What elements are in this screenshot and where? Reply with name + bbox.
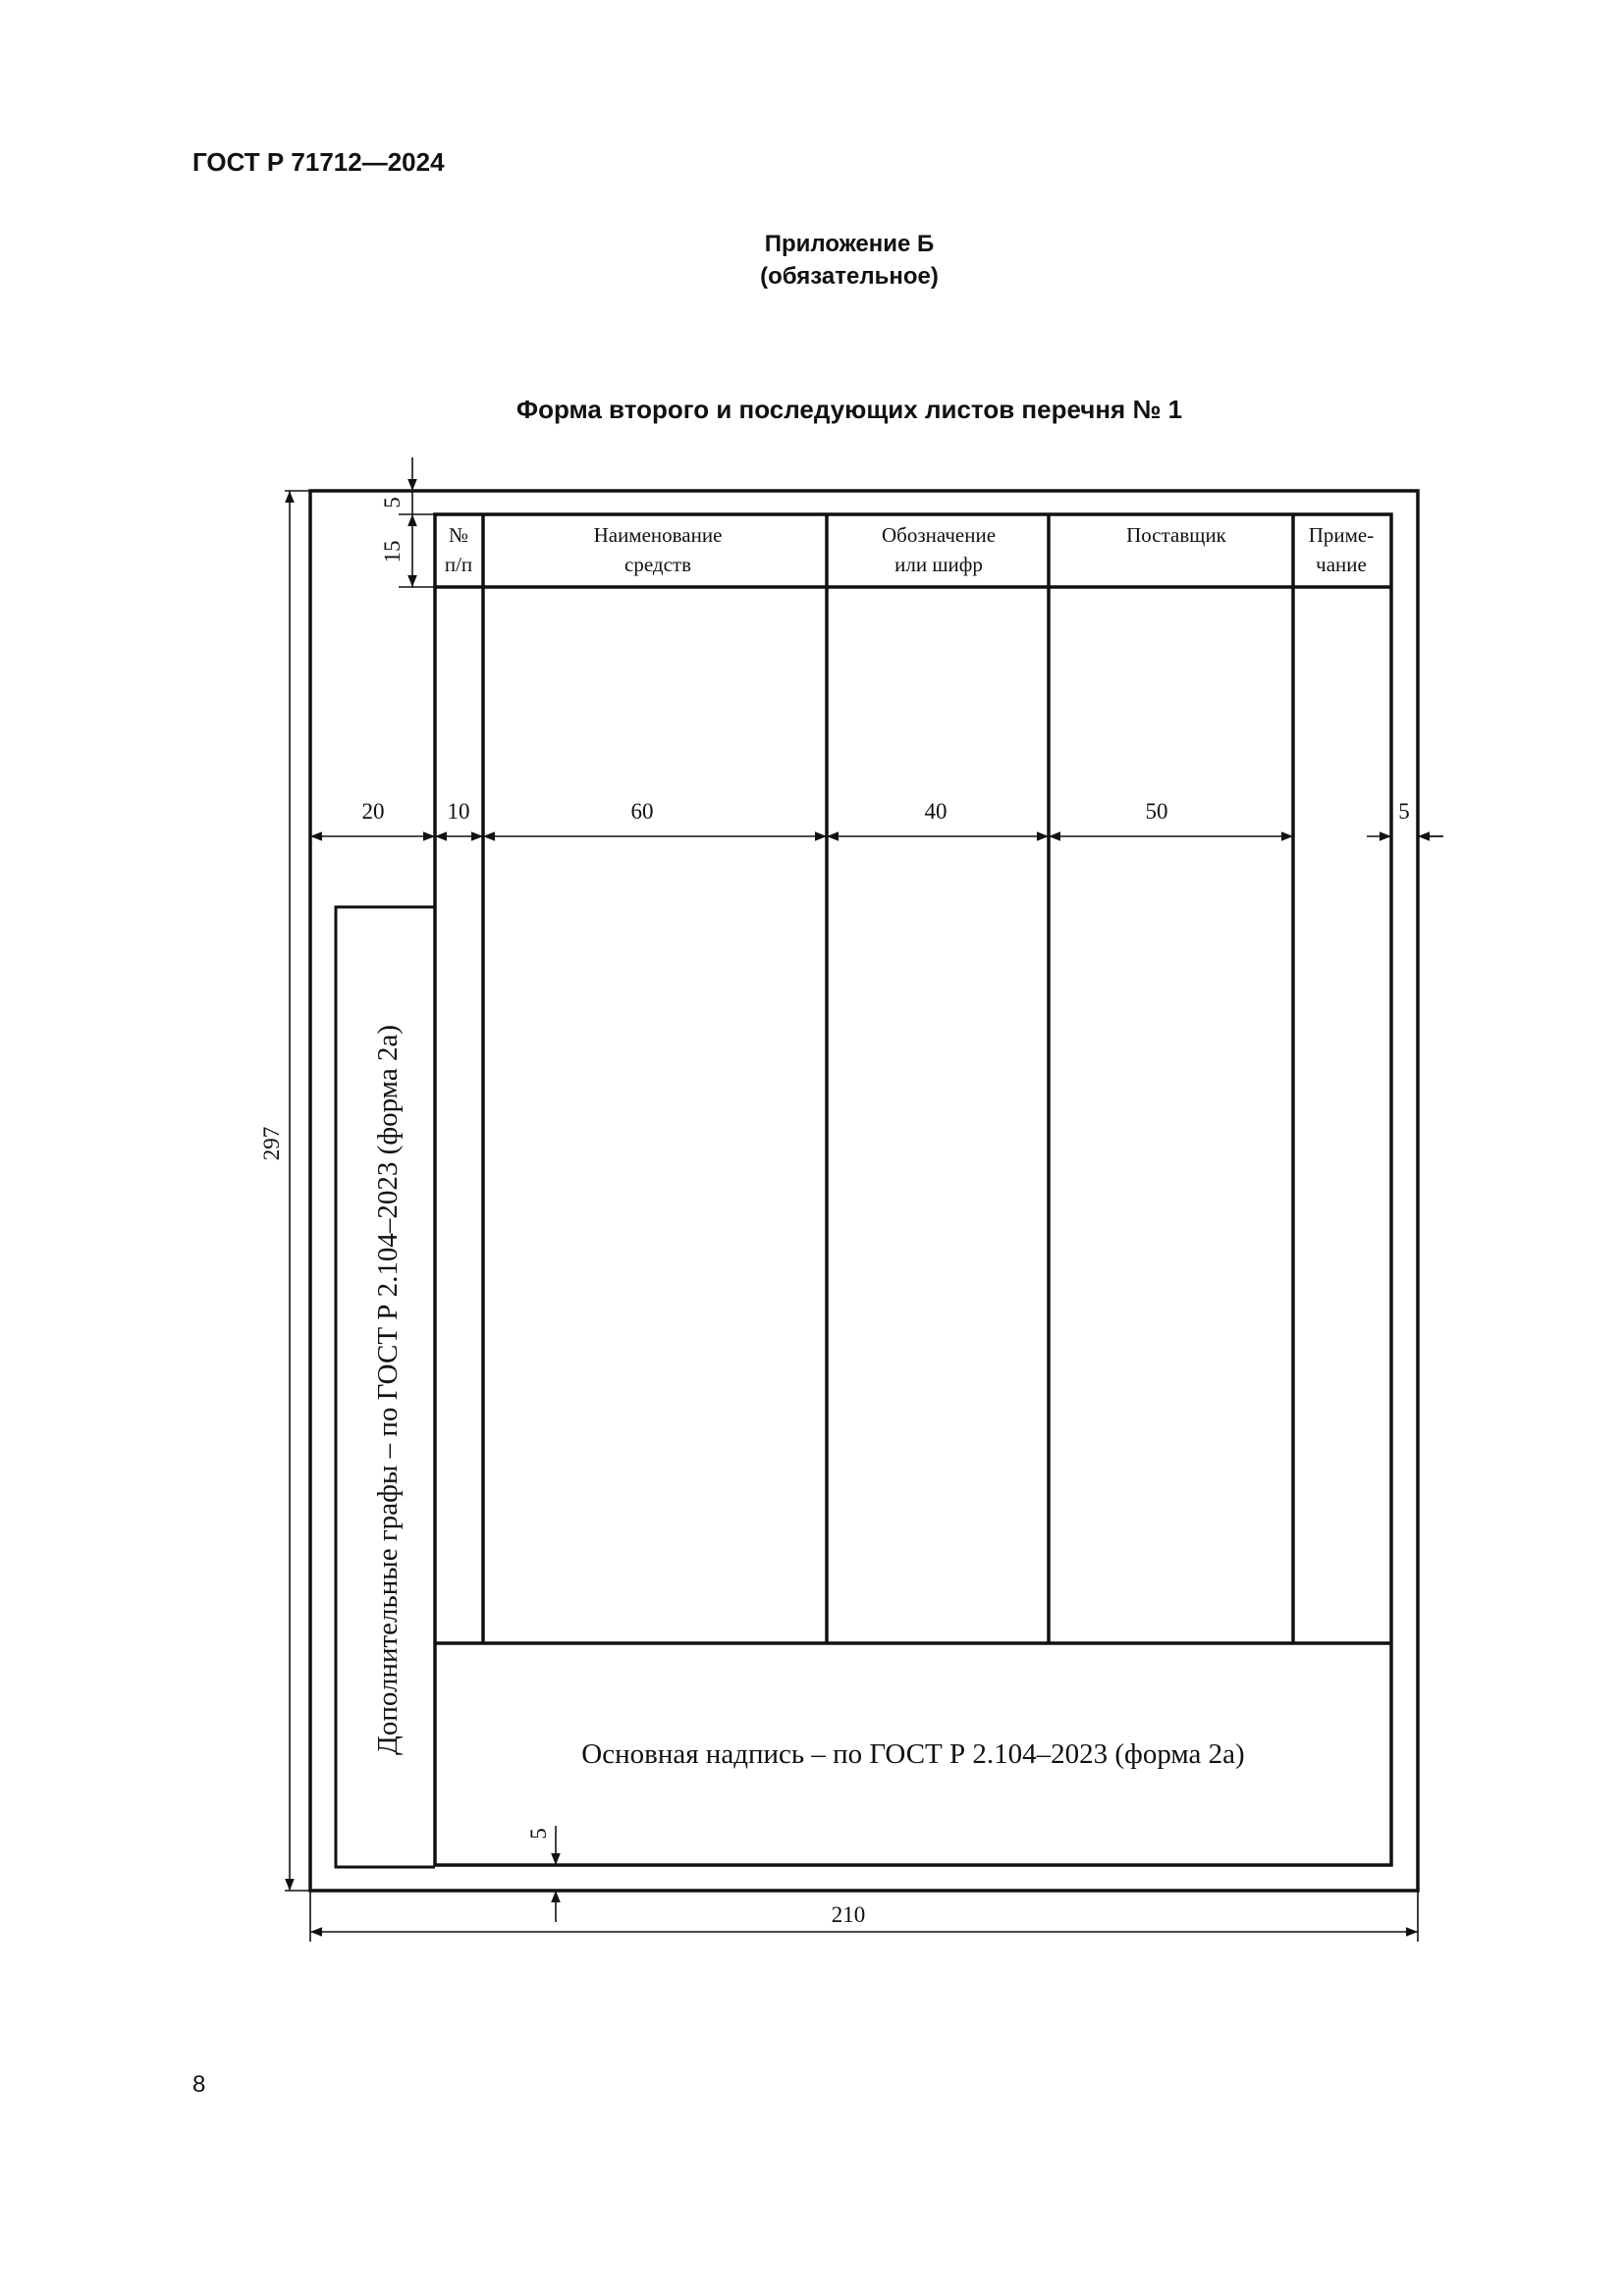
col-header-code-line1: Обозначение (881, 523, 997, 547)
dim-col-supplier-width: 50 (1145, 799, 1168, 824)
dim-col-code-width: 40 (924, 799, 947, 824)
page-number: 8 (192, 2071, 206, 2098)
inner-frame (435, 514, 1391, 1865)
form-title-text: Форма второго и последующих листов перечня № 1 (515, 395, 1183, 424)
sheet-border (310, 491, 1418, 1891)
document-code: ГОСТ Р 71712—2024 (192, 147, 445, 177)
annex-title: Приложение Б (764, 231, 935, 257)
col-header-supplier: Поставщик (1126, 523, 1226, 547)
col-header-note-line2: чание (1316, 553, 1367, 576)
col-header-note-line1: Приме- (1308, 523, 1375, 547)
dim-top-margin: 5 (380, 497, 405, 508)
col-header-num-line1: № (448, 523, 469, 547)
dim-left-margin: 20 (361, 799, 385, 824)
dim-col-num-width: 10 (447, 799, 470, 824)
side-block-text: Дополнительные графы – по ГОСТ Р 2.104–2023 (форма 2а) (372, 1025, 404, 1755)
col-header-num-line2: п/п (444, 553, 473, 576)
col-header-name-line1: Наименование (593, 523, 723, 547)
dim-right-margin: 5 (1398, 799, 1410, 824)
dim-sheet-height: 297 (259, 1126, 284, 1161)
dim-sheet-width: 210 (831, 1902, 866, 1927)
dim-bottom-margin: 5 (526, 1828, 551, 1840)
dim-col-name-width: 60 (630, 799, 654, 824)
title-block-text: Основная надпись – по ГОСТ Р 2.104–2023 (форма 2а) (581, 1738, 1245, 1770)
annex-subtitle: (обязательное) (760, 263, 939, 290)
dim-header-height: 15 (380, 540, 405, 563)
col-header-name-line2: средств (624, 553, 691, 576)
col-header-code-line2: или шифр (894, 553, 983, 576)
